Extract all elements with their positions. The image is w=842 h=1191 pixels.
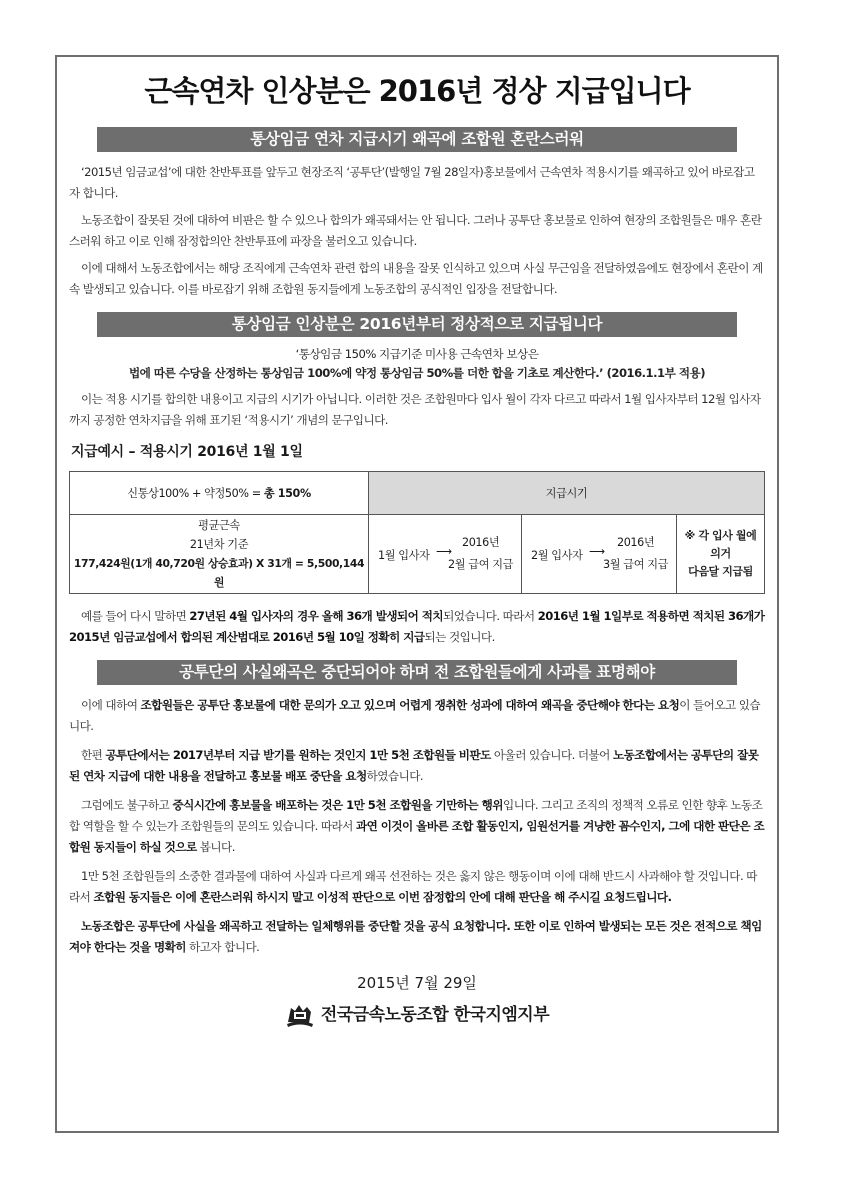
quote-line-1: ‘통상임금 150% 지급기준 미사용 근속연차 보상은 [295, 347, 539, 361]
text-run: 하고자 합니다. [185, 940, 260, 954]
paragraph: 노동조합이 잘못된 것에 대하여 비판은 할 수 있으나 합의가 왜곡돼서는 안 됩니다. 그러나 공투단 홍보물로 인하여 현장의 조합원들은 매우 혼란스러워 하고 이로 인해 잠정합의안 찬반투표에 파장을 불러오고 있습니다. [69, 213, 762, 248]
text-run-bold: 조합원 동지들은 이에 혼란스러워 하시지 말고 이성적 판단으로 이번 잠정합의 안에 대해 판단을 해 주시길 요청드립니다. [93, 890, 672, 904]
paragraph: 이는 적용 시기를 합의한 내용이고 지급의 시기가 아닙니다. 이러한 것은 조합원마다 입사 월이 각자 다르고 따라서 1월 입사자부터 12월 입사자까지 공정한 연차지급을 위해 표기된 ‘적용시기’ 개념의 문구입니다. [69, 392, 761, 427]
text-run: 하였습니다. [366, 769, 424, 783]
paragraph: ‘2015년 임금교섭’에 대한 찬반투표를 앞두고 현장조직 ‘공투단’(발행일 7월 28일자)홍보물에서 근속연차 적용시기를 왜곡하고 있어 바로잡고자 합니다. [69, 165, 755, 200]
rate-total: 총 150% [263, 487, 311, 500]
calc-formula: 177,424원(1개 40,720원 상승효과) X 31개 = 5,500,144원 [73, 557, 365, 589]
text-run: 1만 5천 조합원들의 소중한 결과물에 대하여 사실과 다르게 왜곡 선전하는 것은 옳지 않은 행동이며 이에 대해 반드시 사과해야 할 것입니다. 따라서 [69, 869, 757, 904]
page-title: 근속연차 인상분은 2016년 정상 지급입니다 [144, 74, 690, 108]
flow-from: 2월 입사자 [531, 549, 583, 562]
text-run: 되었습니다. 따라서 [443, 609, 538, 623]
flow-year: 2016년 [462, 536, 500, 549]
text-run-bold: 2016년 1월 1일부로 적용하면 적치된 36개가 2015년 임금교섭에서 합의된 계산범대로 2016년 5월 10일 정확히 지급 [69, 609, 765, 644]
note-line-1: ※ 각 입사 월에 [684, 529, 757, 542]
text-run: 아울러 있습니다. 더불어 [490, 748, 613, 762]
document-body [69, 57, 765, 1030]
text-run: 한편 [81, 748, 106, 762]
table-cell-rate [70, 472, 369, 515]
text-run-bold: 조합원들은 공투단 홍보물에 대한 문의가 오고 있으며 어렵게 쟁취한 성과에 대하여 왜곡을 중단해야 한다는 요청 [140, 698, 680, 712]
section-heading-3: 공투단의 사실왜곡은 중단되어야 하며 전 조합원들에게 사과를 표명해야 [97, 660, 737, 685]
paragraph [69, 745, 765, 787]
note-line-3: 다음달 지급됨 [688, 565, 753, 578]
text-run: 예를 들어 다시 말하면 [81, 609, 190, 623]
table-cell-note [677, 515, 765, 594]
example-heading: 지급예시 – 적용시기 2016년 1월 1일 [71, 444, 303, 460]
table-header-payment-time: 지급시기 [369, 472, 765, 515]
text-run: 입니다. 그리고 조직의 정책적 오류로 인한 향후 노동조합 역할을 할 수 있는가 조합원들의 문의도 있습니다. 따라서 [69, 798, 763, 833]
text-run-bold: 노동조합에서는 공투단의 잘못된 연차 지급에 대한 내용을 전달하고 홍보물 배포 중단을 요청 [69, 748, 759, 783]
text-run: 이 들어오고 있습니다. [69, 698, 761, 733]
paragraph [69, 916, 765, 958]
flow-to: 3월 급여 지급 [603, 558, 669, 571]
document-frame [55, 55, 779, 1133]
flow-from: 1월 입사자 [378, 549, 430, 562]
paragraph [69, 606, 765, 648]
payment-example-table [69, 471, 765, 594]
calc-line-2: 21년차 기준 [189, 538, 249, 551]
paragraph [69, 795, 765, 858]
section-heading-2: 통상임금 인상분은 2016년부터 정상적으로 지급됩니다 [97, 312, 737, 337]
issue-date: 2015년 7월 29일 [357, 974, 477, 992]
arrow-right-icon: ⟶ [436, 545, 452, 558]
calc-line-1: 평균근속 [198, 519, 240, 532]
text-run: 되는 것입니다. [424, 630, 495, 644]
text-run: 봅니다. [196, 840, 235, 854]
table-cell-flow-jan [369, 515, 522, 594]
flow-year: 2016년 [617, 536, 655, 549]
text-run-bold: 과연 이것이 올바른 조합 활동인지, 임원선거를 겨냥한 꼼수인지, 그에 대한 판단은 조합원 동지들이 하실 것으로 [69, 819, 765, 854]
table-cell-calc [70, 515, 369, 594]
paragraph [69, 866, 765, 908]
text-run-bold: 중식시간에 홍보물을 배포하는 것은 1만 5천 조합원을 기만하는 행위 [172, 798, 503, 812]
paragraph: 이에 대해서 노동조합에서는 해당 조직에게 근속연차 관련 합의 내용을 잘못 인식하고 있으며 사실 무근임을 전달하였음에도 현장에서 혼란이 계속 발생되고 있습니다. 이를 바로잡기 위해 조합원 동지들에게 노동조합의 공식적인 입장을 전달합니다. [69, 261, 763, 296]
text-run: 이에 대하여 [81, 698, 141, 712]
text-run: 그럼에도 불구하고 [81, 798, 173, 812]
organization-name: 전국금속노동조합 한국지엠지부 [320, 1005, 550, 1025]
quote-line-2: 법에 따른 수당을 산정하는 통상임금 100%에 약정 통상임금 50%를 더한 합을 기초로 계산한다.’ (2016.1.1부 적용) [128, 366, 706, 380]
agreement-quote [69, 345, 765, 383]
union-logo-icon [285, 1002, 315, 1028]
note-line-2: 의거 [710, 547, 731, 560]
section-heading-1: 통상임금 연차 지급시기 왜곡에 조합원 혼란스러워 [97, 127, 737, 152]
table-cell-flow-feb [522, 515, 677, 594]
text-run-bold: 공투단에서는 2017년부터 지급 받기를 원하는 것인지 1만 5천 조합원들 비판도 [105, 748, 491, 762]
signature-line [69, 1000, 765, 1030]
text-run-bold: 27년된 4월 입사자의 경우 올해 36개 발생되어 적치 [189, 609, 444, 623]
paragraph [69, 695, 765, 737]
text-run-bold: 노동조합은 공투단에 사실을 왜곡하고 전달하는 일체행위를 중단할 것을 공식 요청합니다. 또한 이로 인하여 발생되는 모든 것은 전적으로 책임져야 한다는 것을 명확히 [69, 919, 762, 954]
arrow-right-icon: ⟶ [589, 545, 605, 558]
rate-text: 신통상100% + 약정50% = [127, 487, 264, 500]
flow-to: 2월 급여 지급 [448, 558, 514, 571]
